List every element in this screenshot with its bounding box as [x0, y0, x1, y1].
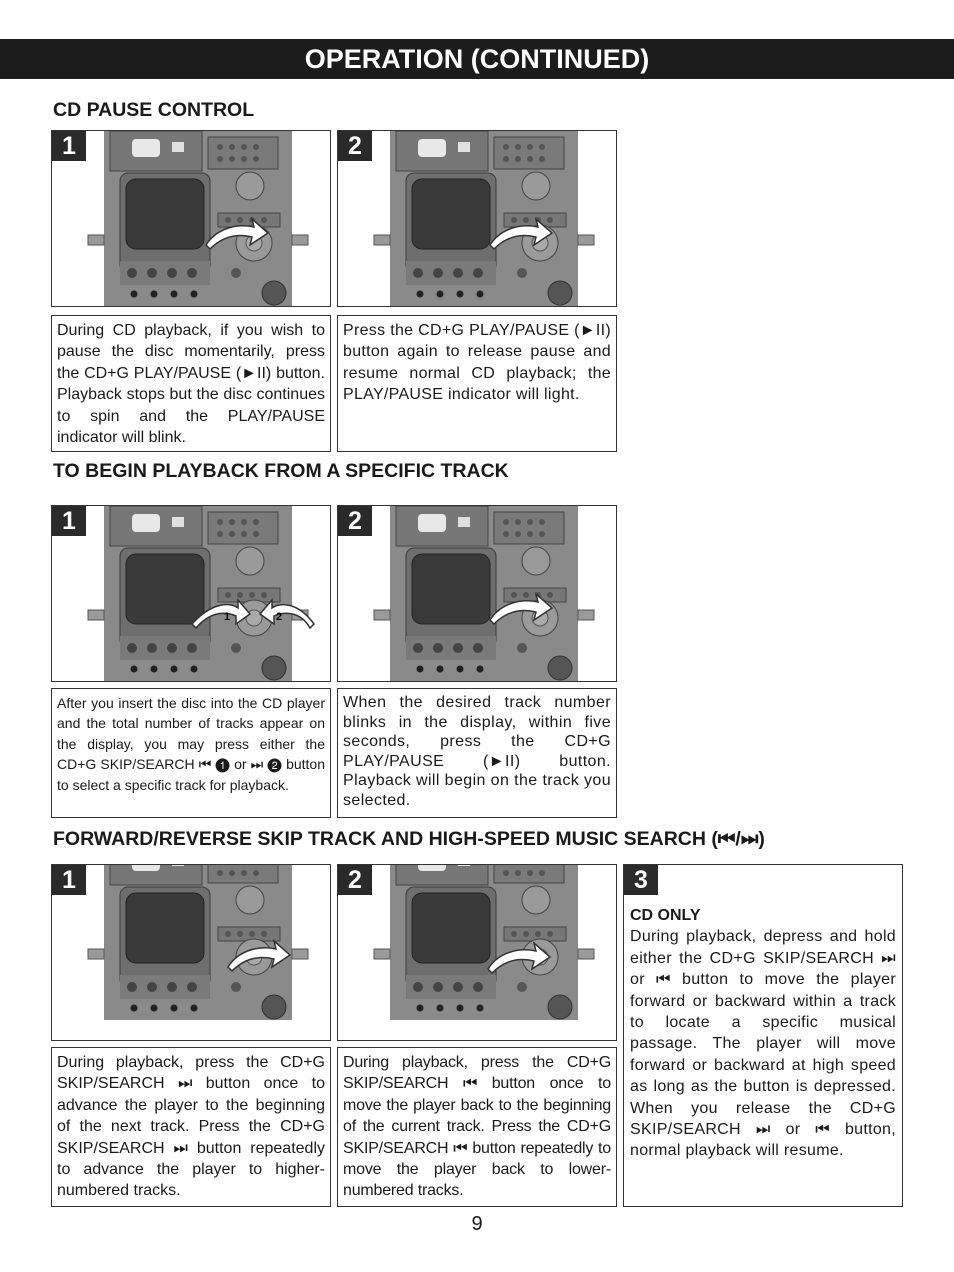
callout-label-2: 2: [276, 611, 283, 623]
illustration-specific-step-1: [51, 505, 331, 682]
device-illustration: [338, 506, 617, 682]
section-title-pause: CD PAUSE CONTROL: [53, 99, 255, 121]
step-number: 2: [338, 131, 372, 161]
step-number: 2: [338, 506, 372, 536]
skip-step-1-text: During playback, press the CD+G SKIP/SEARCH ⏭ button once to advance the player to the beginning of the next track. Press the CD+G SKIP/SEARCH ⏭ button repeatedly to advance the player to higher-numbered tracks.: [51, 1047, 331, 1207]
illustration-skip-step-2: [337, 864, 617, 1041]
illustration-specific-step-2: [337, 505, 617, 682]
step-number: 1: [52, 506, 86, 536]
illustration-pause-step-2: [337, 130, 617, 307]
step-number: 3: [624, 865, 658, 895]
skip-step-3-box: [623, 864, 903, 1207]
section-title-skip-search: FORWARD/REVERSE SKIP TRACK AND HIGH-SPEED MUSIC SEARCH (⏮/⏭): [53, 828, 765, 850]
illustration-skip-step-1: [51, 864, 331, 1041]
step-number: 1: [52, 131, 86, 161]
pause-step-1-text: During CD playback, if you wish to pause the disc momentarily, press the CD+G PLAY/PAUSE (►II) button. Playback stops but the disc continues to spin and the PLAY/PAUSE indicator will blink.: [51, 315, 331, 452]
callout-label-1: 1: [224, 611, 231, 623]
page-banner: OPERATION (CONTINUED): [0, 39, 954, 79]
cd-only-label: CD ONLY: [630, 907, 701, 924]
device-illustration: [52, 131, 331, 307]
device-illustration: [52, 506, 331, 682]
specific-step-2-text: When the desired track number blinks in the display, within five seconds, press the CD+G PLAY/PAUSE (►II) button. Playback will begin on the track you selected.: [337, 688, 617, 818]
skip-step-3-text: During playback, depress and hold either the CD+G SKIP/SEARCH ⏭ or ⏮ button to move the player forward or backward within a track to locate a specific musical passage. The player will move forward or backward at high speed as long as the button is depressed. When you release the CD+G SKIP/SEARCH ⏭ or ⏮ button, normal playback will resume.: [630, 928, 896, 1160]
page-number: 9: [471, 1213, 483, 1235]
device-illustration: [338, 865, 617, 1041]
skip-step-2-text: During playback, press the CD+G SKIP/SEARCH ⏮ button once to move the player back to the beginning of the current track. Press the CD+G SKIP/SEARCH ⏮ button repeatedly to move the player back to lower-numbered tracks.: [337, 1047, 617, 1207]
step-number: 2: [338, 865, 372, 895]
step-number: 1: [52, 865, 86, 895]
device-illustration: [52, 865, 331, 1041]
specific-step-1-text: After you insert the disc into the CD player and the total number of tracks appear on the display, you may press either the CD+G SKIP/SEARCH ⏮ ❶ or ⏭ ❷ button to select a specific track for playback.: [51, 688, 331, 818]
device-illustration: [338, 131, 617, 307]
section-title-specific-track: TO BEGIN PLAYBACK FROM A SPECIFIC TRACK: [53, 460, 509, 482]
pause-step-2-text: Press the CD+G PLAY/PAUSE (►II) button again to release pause and resume normal CD playback; the PLAY/PAUSE indicator will light.: [337, 315, 617, 452]
illustration-pause-step-1: [51, 130, 331, 307]
